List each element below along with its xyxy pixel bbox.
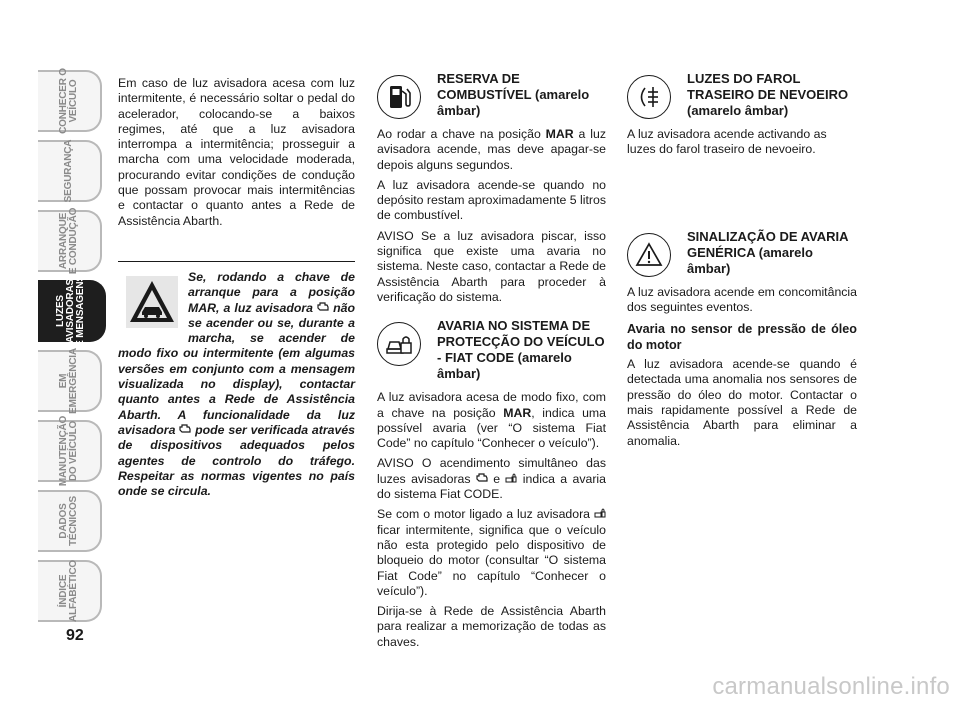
- page-number: 92: [66, 627, 84, 644]
- generic-subheading: Avaria no sensor de pressão de óleo do motor: [627, 322, 857, 353]
- fiat-code-paragraph-2: [377, 456, 606, 502]
- car-key-lock-icon: [384, 329, 414, 359]
- fiat-code-text: , indica uma possível avaria (ver “O sistema Fiat Code” no capítulo “Conhecer o veículo”).: [377, 405, 606, 451]
- fiat-code-icon-badge: [377, 322, 421, 366]
- watermark: carmanualsonline.info: [712, 673, 950, 700]
- fiat-code-key-position: MAR: [503, 405, 532, 420]
- fiat-code-text: indica a avaria do sistema Fiat CODE.: [377, 471, 606, 502]
- fuel-paragraph-3: AVISO Se a luz avisadora piscar, isso significa que existe uma avaria no sistema. Neste caso, contactar a Rede de Assistência Abarth para proceder à verificação do sistema.: [377, 228, 606, 304]
- fiat-code-text: A luz avisadora acesa de modo fixo, com a chave na posição: [377, 390, 606, 420]
- fuel-text: Ao rodar a chave na posição: [377, 127, 546, 141]
- middle-column: [377, 72, 606, 655]
- fuel-icon-badge: [377, 75, 421, 119]
- fog-heading-block: [627, 72, 857, 119]
- fiat-code-text: AVISO O acendimento simultâneo das luzes avisadoras: [377, 456, 606, 486]
- fiat-code-paragraph-4: Dirija-se à Rede de Assistência Abarth para realizar a memorização de todas as chaves.: [377, 604, 606, 649]
- generic-heading: SINALIZAÇÃO DE AVARIA GENÉRICA (amarelo âmbar): [687, 228, 849, 276]
- warning-text-a: Se, rodando a chave de arranque para a posição MAR, a luz avisadora: [188, 270, 355, 315]
- tab-seguranca[interactable]: [38, 140, 102, 202]
- tab-manutencao-do-veiculo[interactable]: [38, 415, 102, 487]
- fiat-code-text: ficar intermitente, significa que o veículo não esta protegido pelo dispositivo de bloqueio do motor (consultar “O sistema Fiat Code” no capítulo “Conhecer o veículo”).: [377, 522, 606, 598]
- generic-heading-block: [627, 230, 857, 277]
- right-column: [627, 72, 857, 454]
- generic-icon-badge: [627, 233, 671, 277]
- intro-paragraph: Em caso de luz avisadora acesa com luz intermitente, é necessário soltar o pedal do acelerador, colocando-se a baixos regimes, até que a luz avisadora interrompa a intermitência; prosseguir a marcha com uma velocidade moderada, procurando evitar condições de condução que possam provocar mais intermitências e contactar o quanto antes a Rede de Assistência Abarth.: [118, 76, 355, 228]
- fog-icon-badge: [627, 75, 671, 119]
- fuel-key-position: MAR: [545, 127, 574, 141]
- tab-dados-tecnicos[interactable]: [38, 490, 102, 552]
- fuel-text: a luz avisadora acende, mas deve apagar-se depois alguns segundos.: [377, 127, 606, 172]
- tab-label: SEGURANÇA: [63, 139, 74, 203]
- fiat-code-paragraph-3: [377, 507, 606, 599]
- generic-paragraph-2: A luz avisadora acende-se quando é detectada uma anomalia nos sensores de pressão do óleo do motor. Contactar o mais rapidamente possível a Rede de Assistência Abarth para eliminar a anomalia.: [627, 357, 857, 448]
- tab-indice-alfabetico[interactable]: [38, 560, 102, 622]
- warning-text-b: não se acender ou se, durante a marcha, se acender de modo fixo ou intermitente (em algumas versões em conjunto com a mensagem visualizada no display), contactar quanto antes a Rede de Assistência Abarth. A funcionalidade da luz avisadora: [118, 300, 356, 437]
- generic-paragraph-1: A luz avisadora acende em concomitância dos seguintes eventos.: [627, 284, 857, 314]
- tab-conhecer-o-veiculo[interactable]: [38, 70, 102, 132]
- fiat-code-paragraph-1: [377, 390, 606, 451]
- warning-text-c: pode ser verificada através de dispositivos adequados pelos agentes de controlo do tráfego. Respeitar as normas vigentes no país onde se circula.: [118, 422, 356, 499]
- car-key-lock-icon: [505, 472, 517, 484]
- fuel-heading: RESERVA DE COMBUSTÍVEL (amarelo âmbar): [437, 71, 590, 118]
- tab-label: CONHECER O VEÍCULO: [58, 68, 79, 134]
- car-key-lock-icon: [594, 507, 606, 519]
- fuel-heading-block: [377, 72, 606, 119]
- tab-luzes-avisadoras[interactable]: [38, 275, 106, 347]
- tab-label: ÍNDICE ALFABÉTICO: [58, 560, 79, 622]
- fog-heading: LUZES DO FAROL TRASEIRO DE NEVOEIRO (amarelo âmbar): [687, 71, 849, 118]
- fuel-paragraph-2: A luz avisadora acende-se quando no depósito restam aproximadamente 5 litros de combustível.: [377, 177, 606, 223]
- fuel-pump-icon: [384, 82, 414, 112]
- tab-label: ARRANQUE E CONDUÇÃO: [58, 207, 79, 275]
- warning-triangle-icon: [634, 240, 664, 270]
- fiat-code-heading: AVARIA NO SISTEMA DE PROTECÇÃO DO VEÍCULO - FIAT CODE (amarelo âmbar): [437, 318, 605, 382]
- fiat-code-text: Se com o motor ligado a luz avisadora: [377, 507, 594, 522]
- tab-label: DADOS TÉCNICOS: [58, 495, 79, 547]
- tab-label: MANUTENÇÃO DO VEÍCULO: [58, 415, 79, 487]
- fiat-code-heading-block: [377, 319, 606, 382]
- tab-em-emergencia[interactable]: [38, 350, 102, 412]
- engine-icon: [179, 423, 191, 435]
- tab-label: EM EMERGÊNCIA: [58, 348, 79, 414]
- engine-icon: [317, 301, 329, 313]
- tab-label: LUZES AVISADORAS E MENSAGENS: [55, 275, 86, 347]
- engine-icon: [476, 472, 488, 484]
- fiat-code-text: e: [487, 471, 506, 486]
- fog-paragraph-1: A luz avisadora acende activando as luzes do farol traseiro de nevoeiro.: [627, 127, 827, 157]
- warning-note: [118, 261, 355, 499]
- rear-fog-light-icon: [634, 82, 664, 112]
- tab-arranque-e-conducao[interactable]: [38, 207, 102, 275]
- intro-column: [118, 76, 355, 234]
- warning-car-icon: [126, 276, 178, 328]
- fuel-paragraph-1: [377, 127, 606, 173]
